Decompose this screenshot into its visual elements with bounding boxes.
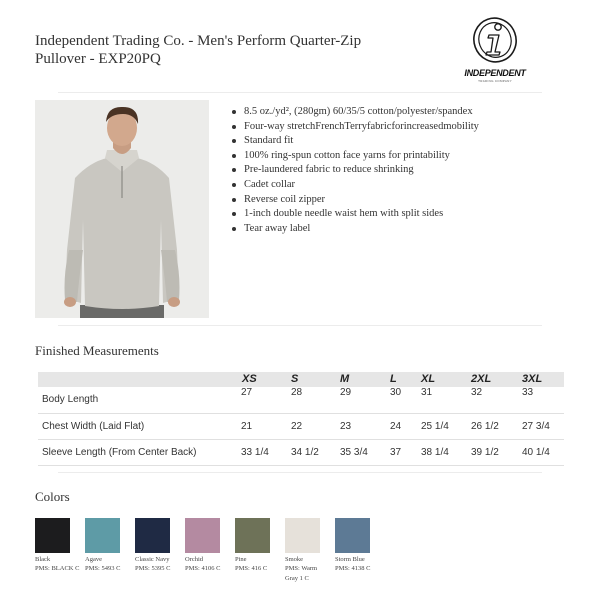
swatch-name: Black	[35, 556, 51, 563]
logo-emblem-icon	[472, 16, 518, 66]
table-row	[38, 414, 564, 440]
table-cell: 32	[471, 387, 483, 398]
table-cell: 38 1/4	[421, 447, 449, 458]
color-swatch[interactable]	[185, 518, 221, 574]
swatch-pms: PMS: 4106 C	[185, 565, 221, 572]
logo-subtext: TRADING COMPANY	[478, 79, 512, 83]
table-cell: 23	[340, 421, 352, 432]
size-header: S	[291, 373, 299, 385]
swatch-pms: PMS: BLACK C	[35, 565, 80, 572]
colors-heading: Colors	[35, 489, 70, 504]
table-cell: 27 3/4	[522, 421, 550, 432]
swatch-chip	[285, 518, 320, 553]
row-label: Chest Width (Laid Flat)	[42, 421, 145, 432]
feature-item: Cadet collar	[230, 178, 570, 193]
table-cell: 21	[241, 421, 253, 432]
table-cell: 25 1/4	[421, 421, 449, 432]
size-header-row	[38, 372, 564, 387]
logo-wordmark: INDEPENDENT	[464, 68, 526, 78]
swatch-name: Smoke	[285, 556, 304, 563]
table-cell: 29	[340, 387, 352, 398]
size-header: 2XL	[471, 373, 492, 385]
color-swatch[interactable]	[85, 518, 121, 574]
table-cell: 39 1/2	[471, 447, 499, 458]
feature-item: 8.5 oz./yd², (280gm) 60/35/5 cotton/polyester/spandex	[230, 105, 570, 120]
size-header: M	[340, 373, 350, 385]
swatch-name: Orchid	[185, 556, 204, 563]
table-cell: 27	[241, 387, 253, 398]
swatch-chip	[135, 518, 170, 553]
feature-item: Four-way stretchFrenchTerryfabricforincreasedmobility	[230, 120, 570, 135]
feature-list	[230, 105, 570, 236]
table-cell: 22	[291, 421, 303, 432]
table-cell: 28	[291, 387, 303, 398]
color-swatches	[35, 518, 395, 588]
table-cell: 37	[390, 447, 402, 458]
divider	[58, 472, 542, 473]
brand-logo	[460, 16, 530, 86]
swatch-pms: PMS: 5395 C	[135, 565, 171, 572]
table-cell: 26 1/2	[471, 421, 499, 432]
table-row	[38, 387, 564, 414]
swatch-name: Classic Navy	[135, 556, 170, 563]
swatch-pms: PMS: Warm Gray 1 C	[285, 565, 318, 582]
table-cell: 33 1/4	[241, 447, 269, 458]
size-header: XL	[421, 373, 436, 385]
row-label: Sleeve Length (From Center Back)	[42, 447, 197, 458]
feature-item: Tear away label	[230, 222, 570, 237]
table-cell: 31	[421, 387, 433, 398]
swatch-chip	[85, 518, 120, 553]
swatch-name: Agave	[85, 556, 102, 563]
measurements-heading: Finished Measurements	[35, 343, 159, 358]
feature-item: Pre-laundered fabric to reduce shrinking	[230, 163, 570, 178]
product-photo	[35, 100, 209, 318]
size-header: XS	[242, 373, 257, 385]
swatch-chip	[235, 518, 270, 553]
table-cell: 24	[390, 421, 402, 432]
product-title: Independent Trading Co. - Men's Perform Quarter-Zip Pullover - EXP20PQ	[35, 33, 362, 67]
divider	[58, 325, 542, 326]
swatch-chip	[335, 518, 370, 553]
color-swatch[interactable]	[235, 518, 271, 574]
table-cell: 33	[522, 387, 534, 398]
size-header: 3XL	[522, 373, 543, 385]
swatch-chip	[185, 518, 220, 553]
swatch-name: Storm Blue	[335, 556, 365, 563]
divider	[58, 92, 542, 93]
measurements-table	[38, 372, 564, 466]
swatch-name: Pine	[235, 556, 247, 563]
row-label: Body Length	[42, 394, 99, 405]
table-cell: 35 3/4	[340, 447, 368, 458]
feature-item: Reverse coil zipper	[230, 193, 570, 208]
color-swatch[interactable]	[285, 518, 321, 584]
swatch-chip	[35, 518, 70, 553]
feature-item: Standard fit	[230, 134, 570, 149]
swatch-pms: PMS: 416 C	[235, 565, 268, 572]
table-cell: 40 1/4	[522, 447, 550, 458]
feature-item: 100% ring-spun cotton face yarns for printability	[230, 149, 570, 164]
table-cell: 30	[390, 387, 402, 398]
color-swatch[interactable]	[135, 518, 171, 574]
table-row	[38, 440, 564, 466]
size-header: L	[390, 373, 397, 385]
feature-item: 1-inch double needle waist hem with split sides	[230, 207, 570, 222]
color-swatch[interactable]	[35, 518, 80, 574]
swatch-pms: PMS: 5493 C	[85, 565, 121, 572]
color-swatch[interactable]	[335, 518, 371, 574]
swatch-pms: PMS: 4138 C	[335, 565, 371, 572]
table-cell: 34 1/2	[291, 447, 319, 458]
